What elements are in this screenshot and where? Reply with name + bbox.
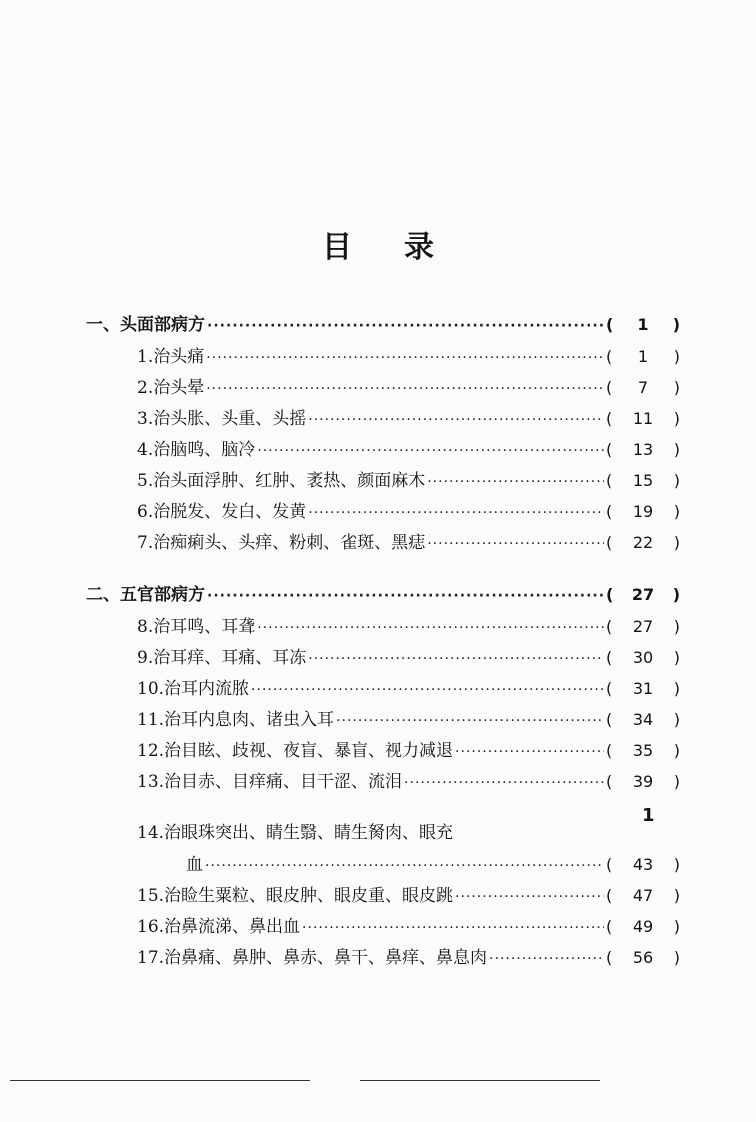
section-title: 一、头面部病方: [86, 315, 205, 335]
page-ref: ( 13 ): [606, 440, 680, 459]
toc-item-8[interactable]: [137, 612, 680, 637]
page-number: 15: [632, 471, 654, 490]
item-label: 8.治耳鸣、耳聋: [137, 617, 256, 637]
page-number: 30: [632, 648, 654, 667]
page-ref: ( 11 ): [606, 409, 680, 428]
page-number: 31: [632, 679, 654, 698]
toc-item-4[interactable]: [137, 435, 680, 460]
page-number: 19: [632, 502, 654, 521]
page-number: 22: [632, 533, 654, 552]
leader-dots: [455, 889, 604, 905]
toc-section-1[interactable]: [86, 310, 680, 335]
leader-dots: [336, 713, 604, 729]
leader-dots: [302, 920, 604, 936]
toc-item-1[interactable]: [137, 342, 680, 367]
leader-dots: [257, 443, 604, 459]
toc-item-2[interactable]: [137, 373, 680, 398]
page-ref: ( 49 ): [606, 917, 680, 936]
item-label: 15.治睑生粟粒、眼皮肿、眼皮重、眼皮跳: [137, 886, 454, 906]
page-ref: ( 39 ): [606, 772, 680, 791]
leader-dots: [207, 588, 604, 604]
toc-item-6[interactable]: [137, 497, 680, 522]
page-number: 47: [632, 886, 654, 905]
toc-item-14-line-1[interactable]: 14.治眼珠突出、睛生翳、睛生胬肉、眼充: [137, 823, 454, 843]
leader-dots: [427, 474, 604, 490]
page-number: 13: [632, 440, 654, 459]
toc-item-17[interactable]: [137, 943, 680, 968]
leader-dots: [251, 682, 604, 698]
leader-dots: [205, 858, 604, 874]
toc-item-11[interactable]: [137, 705, 680, 730]
page-ref: ( 27 ): [606, 585, 680, 604]
page-number: 35: [632, 741, 654, 760]
leader-dots: [308, 505, 604, 521]
leader-dots: [207, 318, 604, 334]
toc-item-3[interactable]: [137, 404, 680, 429]
leader-dots: [489, 951, 604, 967]
page-ref: ( 1 ): [606, 347, 680, 366]
toc-item-14-line-2[interactable]: [186, 850, 680, 875]
item-label: 9.治耳痒、耳痛、耳冻: [137, 648, 307, 668]
toc-item-10[interactable]: [137, 674, 680, 699]
page-number: 1: [637, 315, 649, 334]
toc-item-7[interactable]: [137, 528, 680, 553]
page-ref: ( 47 ): [606, 886, 680, 905]
page-ref: ( 35 ): [606, 741, 680, 760]
page-ref: ( 22 ): [606, 533, 680, 552]
page-number: 11: [632, 409, 654, 428]
toc-section-2[interactable]: [86, 580, 680, 605]
toc-item-13[interactable]: [137, 767, 680, 792]
leader-dots: [206, 350, 604, 366]
item-label: 5.治头面浮肿、红肿、袤热、颜面麻木: [137, 471, 426, 491]
item-label: 11.治耳内息肉、诸虫入耳: [137, 710, 335, 730]
page-ref: ( 7 ): [606, 378, 680, 397]
page-ref: ( 27 ): [606, 617, 680, 636]
leader-dots: [308, 412, 604, 428]
leader-dots: [404, 775, 604, 791]
page-number: 1: [637, 347, 649, 366]
page-ref: ( 1 ): [606, 315, 680, 334]
toc-item-5[interactable]: [137, 466, 680, 491]
item-label: 3.治头胀、头重、头摇: [137, 409, 307, 429]
item-label: 4.治脑鸣、脑冷: [137, 440, 256, 460]
leader-dots: [206, 381, 604, 397]
page-ref: ( 34 ): [606, 710, 680, 729]
page-number: 39: [632, 772, 654, 791]
item-label: 1.治头痛: [137, 347, 205, 367]
item-label: 2.治头晕: [137, 378, 205, 398]
bottom-rule: [10, 1080, 310, 1081]
item-label: 10.治耳内流脓: [137, 679, 250, 699]
page-ref: ( 30 ): [606, 648, 680, 667]
leader-dots: [257, 620, 604, 636]
toc-item-16[interactable]: [137, 912, 680, 937]
item-label: 12.治目眩、歧视、夜盲、暴盲、视力减退: [137, 741, 454, 761]
item-label: 16.治鼻流涕、鼻出血: [137, 917, 301, 937]
item-label: 6.治脱发、发白、发黄: [137, 502, 307, 522]
title-char-2: 录: [404, 230, 434, 265]
item-label: 13.治目赤、目痒痛、目干涩、流泪: [137, 772, 403, 792]
page-ref: ( 19 ): [606, 502, 680, 521]
toc-item-15[interactable]: [137, 881, 680, 906]
toc-item-9[interactable]: [137, 643, 680, 668]
leader-dots: [308, 651, 604, 667]
page-number: 34: [632, 710, 654, 729]
page-number: 49: [632, 917, 654, 936]
page-number: 56: [632, 948, 654, 967]
page-ref: ( 15 ): [606, 471, 680, 490]
page-number: 43: [632, 855, 654, 874]
section-title: 二、五官部病方: [86, 585, 205, 605]
page-number: 27: [632, 617, 654, 636]
page-number: 27: [631, 585, 655, 604]
item-label: 17.治鼻痛、鼻肿、鼻赤、鼻干、鼻痒、鼻息肉: [137, 948, 488, 968]
title-char-1: 目: [322, 230, 352, 265]
page-ref: ( 56 ): [606, 948, 680, 967]
page-ref: ( 43 ): [606, 855, 680, 874]
item-label: 7.治痴痢头、头痒、粉刺、雀斑、黑痣: [137, 533, 426, 553]
footer-page-number: 1: [642, 805, 655, 826]
toc-item-12[interactable]: [137, 736, 680, 761]
bottom-rule: [360, 1080, 600, 1081]
page-number: 7: [637, 378, 649, 397]
item-label: 血: [186, 855, 203, 875]
page-ref: ( 31 ): [606, 679, 680, 698]
leader-dots: [427, 536, 604, 552]
leader-dots: [455, 744, 604, 760]
